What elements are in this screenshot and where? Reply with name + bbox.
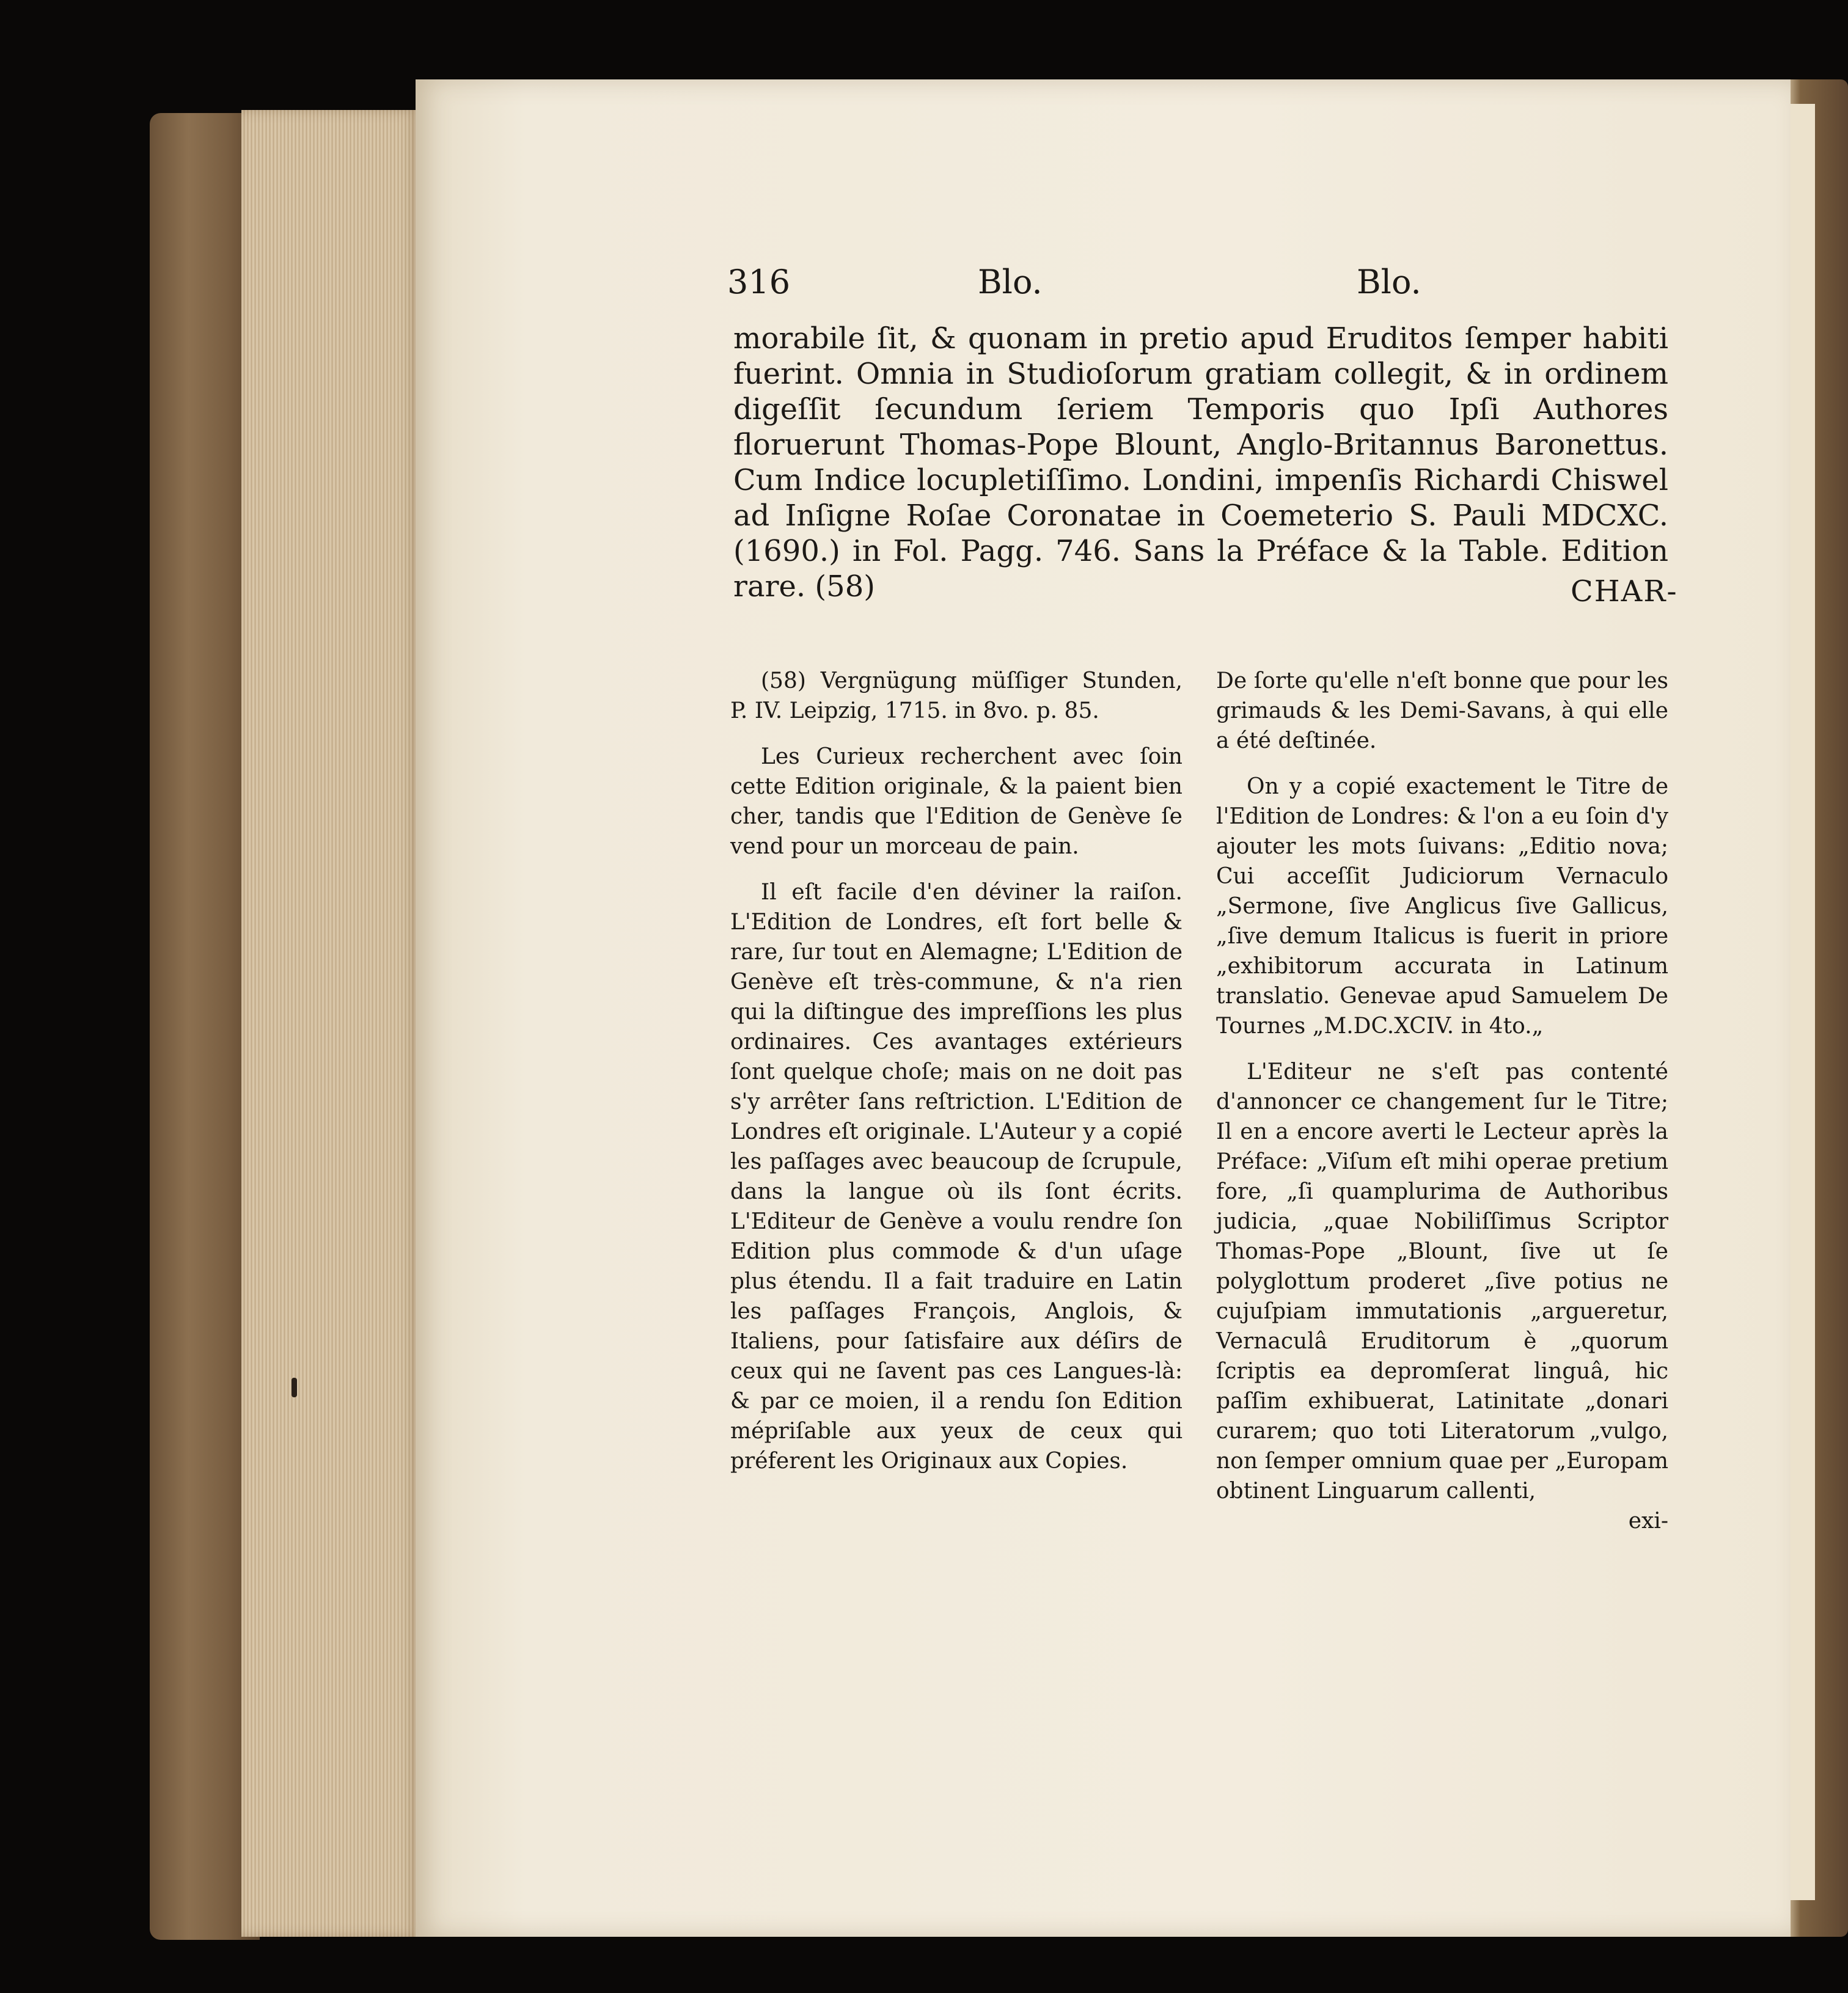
left-column: [730, 666, 1182, 1492]
main-paragraph-text: morabile ſit, & quonam in pretio apud Eruditos ſemper habiti fuerint. Omnia in Studioſorum gratiam collegit, & in ordinem digeſſit ſecundum ſeriem Temporis quo Ipſi Authores floruerunt Thomas-Pope Blount, Anglo-Britannus Baronettus. Cum Indice locupletiſſimo. Londini, impenſis Richardi Chiswel ad Inſigne Roſae Coronatae in Coemeterio S. Pauli MDCXC. (1690.) in Fol. Pagg. 746. Sans la Préface & la Table. Edition rare. (58): [733, 321, 1668, 604]
left-paragraph-2: Il eſt facile d'en déviner la raiſon. L'Edition de Londres, eſt fort belle & rare, ſur tout en Alemagne; L'Edition de Genève eſt très-commune, & n'a rien qui la diſtingue des impreſſions les plus ordinaires. Ces avantages extérieurs ſont quelque choſe; mais on ne doit pas s'y arrêter ſans reſtriction. L'Edition de Londres eſt originale. L'Auteur y a copié les paſſages avec beaucoup de ſcrupule, dans la langue où ils ſont écrits. L'Editeur de Genève a voulu rendre ſon Edition plus commode & d'un uſage plus étendu. Il a fait traduire en Latin les paſſages François, Anglois, & Italiens, pour ſatisfaire aux déſirs de ceux qui ne ſavent pas ces Langues-là: & par ce moien, il a rendu ſon Edition mépriſable aux yeux de ceux qui préferent les Originaux aux Copies.: [730, 880, 1182, 1474]
running-head: [727, 263, 1436, 312]
facing-page-edge: [1791, 104, 1815, 1900]
right-paragraph-1: De ſorte qu'elle n'eſt bonne que pour les grimauds & les Demi-Savans, à qui elle a été deſtinée.: [1216, 668, 1668, 753]
catchword-right: exi-: [1628, 1508, 1668, 1534]
left-paragraph-1: Les Curieux recherchent avec ſoin cette Edition originale, & la paient bien cher, tandis que l'Edition de Genève ſe vend pour un morceau de pain.: [730, 744, 1182, 859]
running-head-left: Blo.: [978, 263, 1043, 301]
ink-mark: [292, 1378, 297, 1397]
page-edges: [241, 110, 419, 1937]
footnote-58: (58) Vergnügung müſſiger Stunden, P. IV. Leipzig, 1715. in 8vo. p. 85.: [730, 668, 1182, 723]
catchword-main: CHAR-: [1571, 574, 1678, 609]
right-column: [1216, 666, 1668, 1552]
right-paragraph-3: L'Editeur ne s'eſt pas contenté d'annoncer ce changement ſur le Titre; Il en a encore averti le Lecteur après la Préface: „Viſum eſt mihi operae pretium fore, „ſi quamplurima de Authoribus judicia, „quae Nobiliſſimus Scriptor Thomas-Pope „Blount, ſive ut ſe polyglottum proderet „ſive potius ne cujuſpiam immutationis „argueretur, Vernaculâ Eruditorum è „quorum ſcriptis ea depromſerat linguâ, hic paſſim exhibuerat, Latinitate „donari curarem; quo toti Literatorum „vulgo, non ſemper omnium quae per „Europam obtinent Linguarum callenti,: [1216, 1059, 1668, 1504]
page-number: 316: [727, 263, 791, 301]
main-paragraph: [733, 321, 1668, 604]
running-head-right: Blo.: [1357, 263, 1421, 301]
right-paragraph-2: On y a copié exactement le Titre de l'Edition de Londres: & l'on a eu ſoin d'y ajouter les mots ſuivans: „Editio nova; Cui acceſſit Judiciorum Vernaculo „Sermone, ſive Anglicus ſive Gallicus, „ſive demum Italicus is fuerit in priore „exhibitorum accurata in Latinum translatio. Genevae apud Samuelem De Tournes „M.DC.XCIV. in 4to.„: [1216, 774, 1668, 1039]
